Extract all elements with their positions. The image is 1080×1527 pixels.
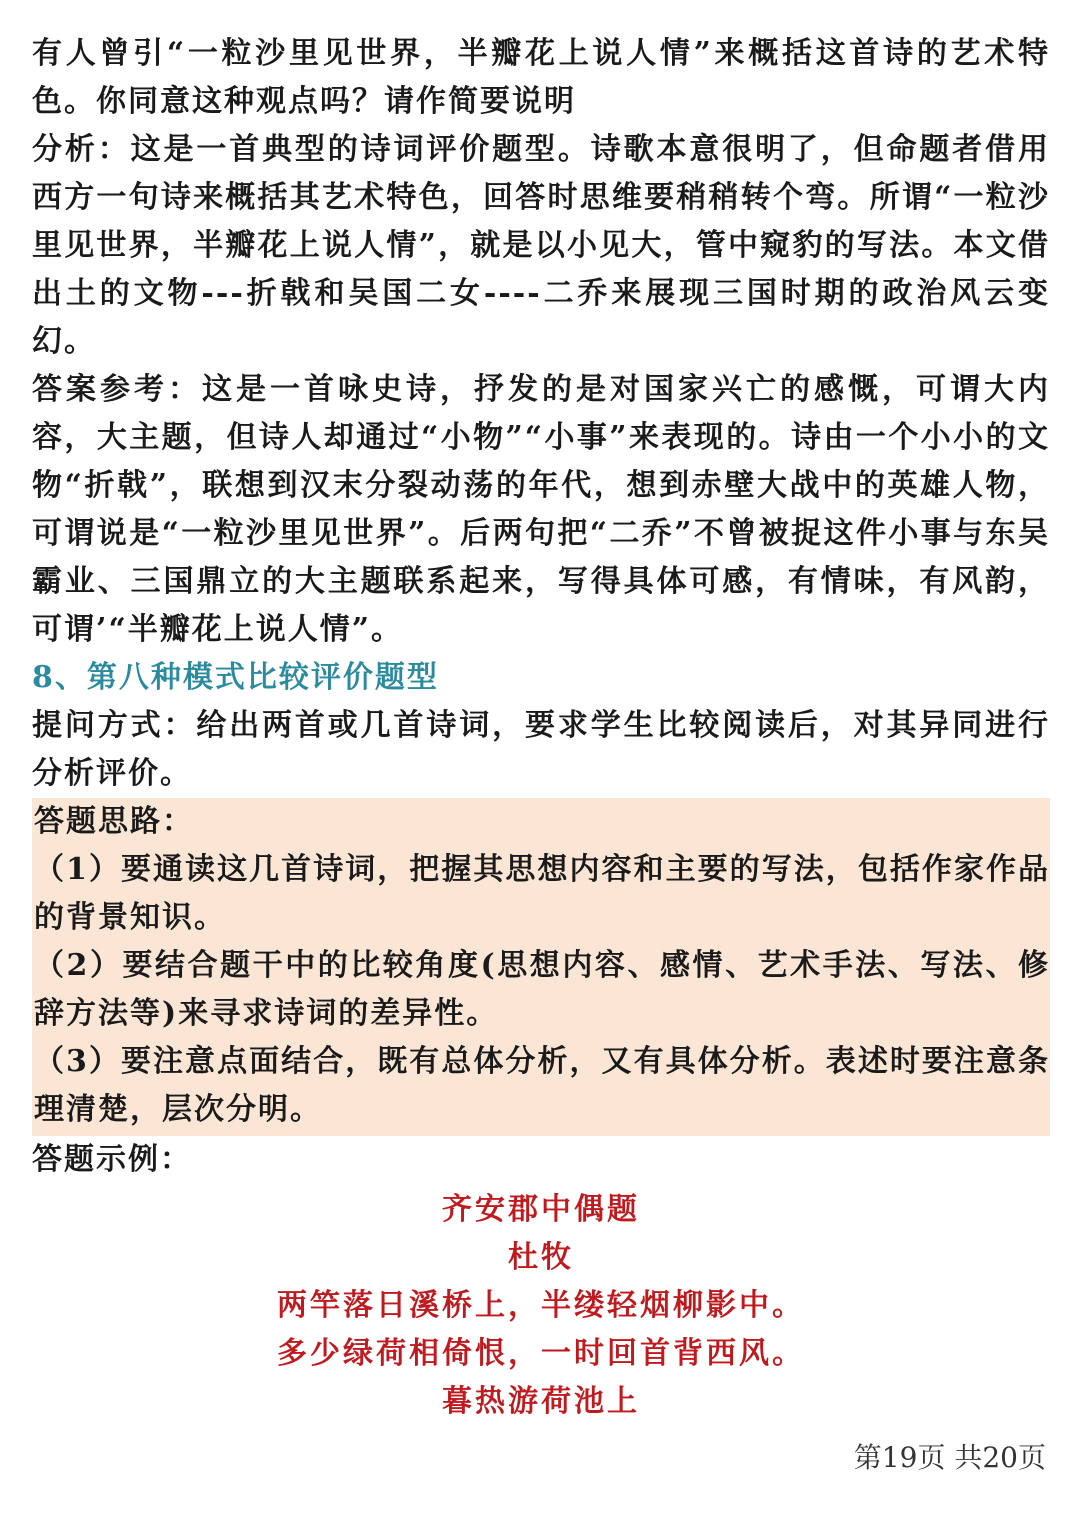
- answer-reference-paragraph: 答案参考：这是一首咏史诗，抒发的是对国家兴亡的感慨，可谓大内容，大主题，但诗人却通过“小物”“小事”来表现的。诗由一个小小的文物“折戟”，联想到汉末分裂动荡的年代，想到赤壁大战中的英雄人物，可谓说是“一粒沙里见世界”。后两句把“二乔”不曾被捉这件小事与东吴霸业、三国鼎立的大主题联系起来，写得具体可感，有情味，有风韵，可谓’“半瓣花上说人情”。: [32, 372, 1050, 647]
- answer-tips-box: [32, 798, 1050, 1136]
- section-heading: 8、第八种模式比较评价题型: [32, 660, 439, 695]
- tips-item: （2）要结合题干中的比较角度(思想内容、感情、艺术手法、写法、修辞方法等)来寻求诗词的差异性。: [34, 948, 1050, 1031]
- poem-author: 杜牧: [508, 1240, 574, 1275]
- analysis-paragraph: 分析：这是一首典型的诗词评价题型。诗歌本意很明了，但命题者借用西方一句诗来概括其艺术特色，回答时思维要稍稍转个弯。所谓“一粒沙里见世界，半瓣花上说人情”，就是以小见大，管中窥豹的写法。本文借出土的文物---折戟和吴国二女----二乔来展现三国时期的政治风云变幻。: [32, 132, 1050, 359]
- poem-line: 两竿落日溪桥上，半缕轻烟柳影中。: [277, 1288, 805, 1323]
- tips-item: （1）要通读这几首诗词，把握其思想内容和主要的写法，包括作家作品的背景知识。: [34, 852, 1050, 935]
- current-page-number: 19: [881, 1441, 918, 1474]
- footer-middle: 页 共: [917, 1441, 983, 1474]
- question-paragraph: 有人曾引“一粒沙里见世界，半瓣花上说人情”来概括这首诗的艺术特色。你同意这种观点吗？请作简要说明: [32, 36, 1050, 119]
- poem-title: 齐安郡中偶题: [442, 1192, 640, 1227]
- footer-prefix: 第: [853, 1441, 882, 1474]
- poem-line: 多少绿荷相倚恨，一时回首背西风。: [277, 1336, 805, 1371]
- total-page-number: 20: [982, 1441, 1018, 1474]
- footer-suffix: 页: [1017, 1441, 1046, 1474]
- tips-item: （3）要注意点面结合，既有总体分析，又有具体分析。表述时要注意条理清楚，层次分明。: [34, 1044, 1050, 1127]
- page-number-footer: [854, 1438, 1046, 1478]
- question-style-paragraph: 提问方式：给出两首或几首诗词，要求学生比较阅读后，对其异同进行分析评价。: [32, 708, 1050, 791]
- document-page: [32, 30, 1050, 1426]
- next-poem-title: 暮热游荷池上: [442, 1384, 640, 1419]
- example-poem: [32, 1186, 1050, 1426]
- example-label: 答题示例：: [32, 1142, 192, 1177]
- tips-title: 答题思路：: [34, 804, 194, 839]
